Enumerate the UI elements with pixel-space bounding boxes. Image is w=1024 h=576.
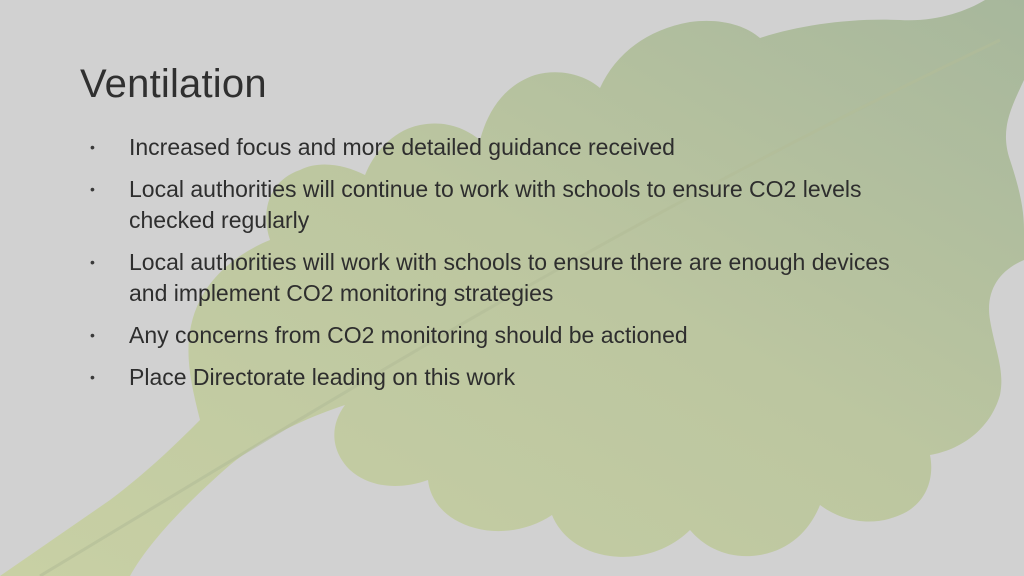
bullet-list	[90, 132, 930, 404]
slide-title: Ventilation	[80, 62, 267, 106]
bullet-item	[90, 247, 930, 309]
bullet-item	[90, 174, 930, 236]
bullet-glyph: •	[90, 181, 95, 197]
bullet-item	[90, 320, 930, 351]
bullet-text: Place Directorate leading on this work	[129, 364, 516, 390]
bullet-text: Local authorities will work with schools to ensure there are enough devices and implement CO2 monitoring strategies	[129, 249, 890, 306]
bullet-text: Local authorities will continue to work with schools to ensure CO2 levels checked regularly	[129, 176, 862, 233]
bullet-item	[90, 132, 930, 163]
bullet-text: Increased focus and more detailed guidance received	[129, 134, 675, 160]
bullet-text: Any concerns from CO2 monitoring should be actioned	[129, 322, 688, 348]
bullet-glyph: •	[90, 369, 95, 385]
bullet-glyph: •	[90, 254, 95, 270]
bullet-glyph: •	[90, 139, 95, 155]
bullet-glyph: •	[90, 327, 95, 343]
bullet-item	[90, 362, 930, 393]
